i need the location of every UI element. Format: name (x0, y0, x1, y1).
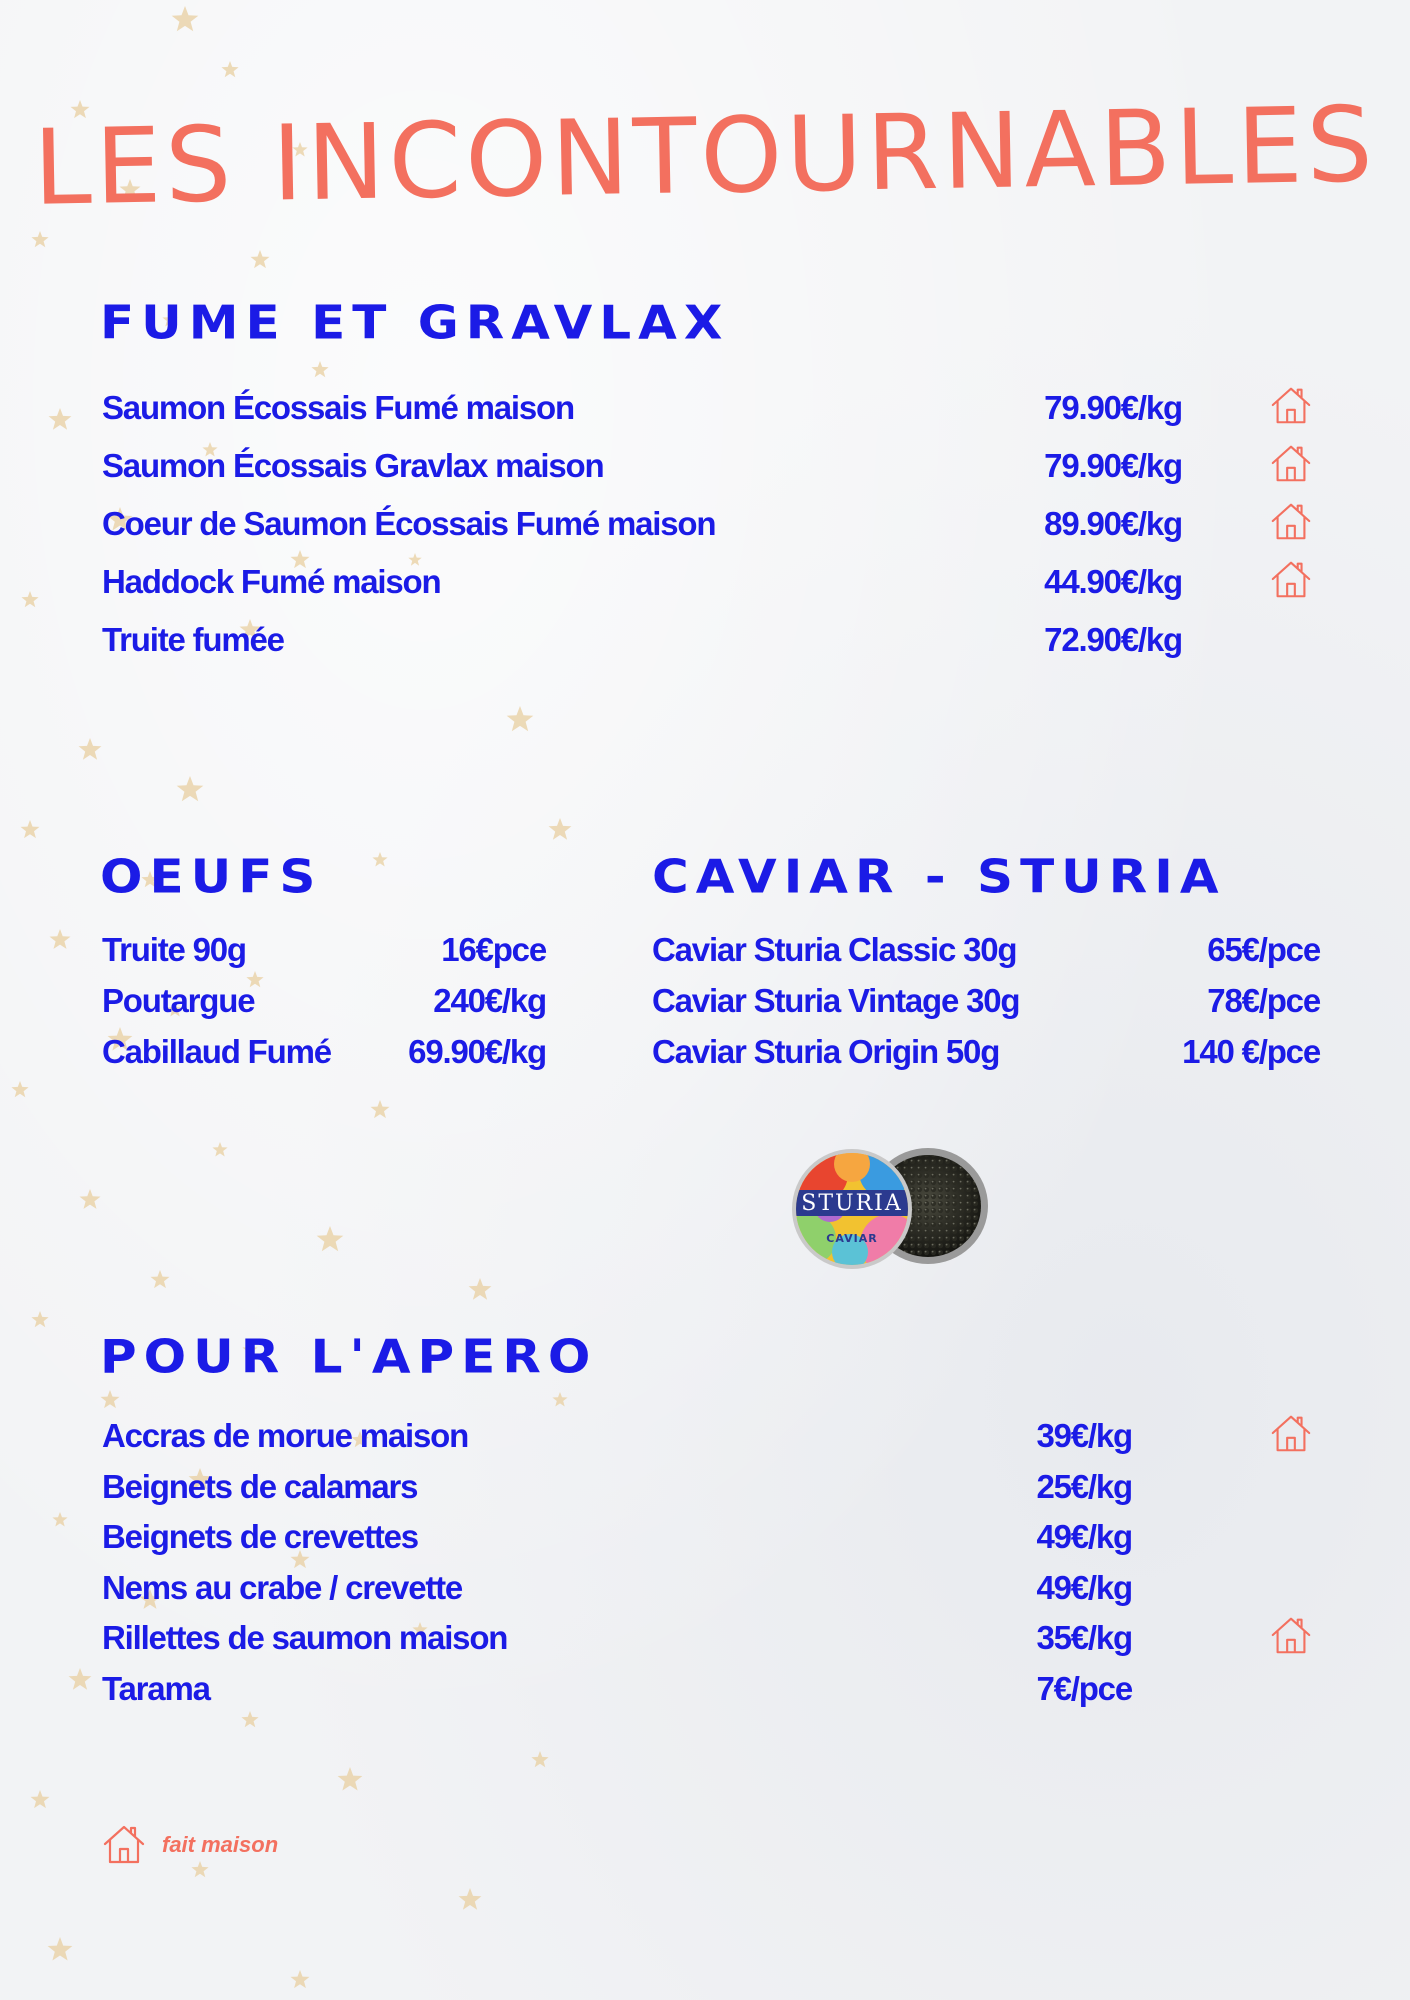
star-icon (172, 6, 199, 31)
item-price: 49€/kg (1036, 1568, 1132, 1606)
item-price: 44.90€/kg (1044, 563, 1182, 600)
star-icon (372, 852, 387, 867)
star-icon (469, 1278, 492, 1300)
item-price: 89.90€/kg (1044, 505, 1182, 542)
item-name: Accras de morue maison (102, 1417, 469, 1454)
menu-item-row (0, 1515, 1410, 1565)
star-icon (291, 1970, 310, 1988)
caviar-tin-image (790, 1144, 996, 1274)
house-icon (1268, 1410, 1314, 1456)
star-icon (151, 1270, 170, 1288)
star-icon (507, 706, 534, 731)
section-title-fume: FUME ET GRAVLAX (100, 296, 730, 350)
star-icon (371, 1100, 390, 1118)
menu-item-row (0, 1030, 1410, 1080)
page-title: LES INCONTOURNABLES (32, 83, 1378, 229)
star-icon (212, 1142, 227, 1157)
house-icon (1268, 498, 1314, 544)
star-icon (79, 738, 102, 760)
menu-item-row (0, 1566, 1410, 1616)
section-title-oeufs: OEUFS (100, 850, 323, 904)
item-name: Cabillaud Fumé (102, 1033, 331, 1070)
menu-item-row (0, 979, 1410, 1029)
star-icon (31, 1311, 48, 1327)
star-icon (311, 361, 328, 377)
item-price: 65€/pce (1207, 931, 1320, 968)
menu-item-row (0, 386, 1410, 436)
item-price: 35€/kg (1036, 1619, 1132, 1656)
item-name: Poutargue (102, 982, 255, 1019)
item-name: Tarama (102, 1669, 210, 1707)
menu-item-row (0, 1465, 1410, 1515)
item-name: Saumon Écossais Fumé maison (102, 389, 574, 426)
star-icon (221, 61, 238, 77)
star-icon (101, 1390, 120, 1408)
item-price: 240€/kg (433, 982, 546, 1019)
item-name: Truite fumée (102, 621, 284, 658)
item-price: 140 €/pce (1182, 1033, 1320, 1070)
house-icon (100, 1820, 148, 1868)
star-icon (251, 250, 270, 268)
house-icon (1268, 1612, 1314, 1658)
item-price: 79.90€/kg (1044, 389, 1182, 426)
item-price: 79.90€/kg (1044, 447, 1182, 484)
menu-item-row (0, 618, 1410, 668)
star-icon (177, 776, 204, 801)
menu-item-row (0, 1667, 1410, 1717)
item-name: Coeur de Saumon Écossais Fumé maison (102, 505, 716, 542)
item-price: 16€pce (441, 931, 546, 968)
item-price: 78€/pce (1207, 982, 1320, 1019)
item-name: Caviar Sturia Classic 30g (652, 931, 1017, 968)
item-name: Haddock Fumé maison (102, 563, 441, 600)
star-icon (552, 1392, 567, 1407)
item-name: Beignets de calamars (102, 1467, 418, 1505)
star-icon (80, 1189, 101, 1209)
house-icon (1268, 556, 1314, 602)
caviar-tin-label: CAVIAR (826, 1232, 878, 1245)
star-icon (549, 818, 572, 840)
star-icon (21, 820, 40, 838)
item-price: 72.90€/kg (1044, 621, 1182, 658)
star-icon (31, 1790, 50, 1808)
menu-item-row (0, 444, 1410, 494)
house-icon (1268, 440, 1314, 486)
item-name: Rillettes de saumon maison (102, 1619, 508, 1656)
section-title-caviar: CAVIAR - STURIA (652, 850, 1226, 904)
item-price: 39€/kg (1036, 1417, 1132, 1454)
star-icon (459, 1888, 482, 1910)
menu-item-row (0, 560, 1410, 610)
item-name: Nems au crabe / crevette (102, 1568, 463, 1606)
star-icon (531, 1751, 548, 1767)
item-name: Saumon Écossais Gravlax maison (102, 447, 604, 484)
star-icon (317, 1226, 344, 1251)
star-icon (338, 1767, 363, 1791)
item-price: 69.90€/kg (408, 1033, 546, 1070)
section-title-apero: POUR L'APERO (100, 1330, 598, 1384)
item-name: Truite 90g (102, 931, 246, 968)
menu-item-row (0, 502, 1410, 552)
menu-item-row (0, 1414, 1410, 1464)
item-price: 49€/kg (1036, 1518, 1132, 1555)
item-name: Beignets de crevettes (102, 1518, 418, 1555)
star-icon (191, 1861, 208, 1877)
star-icon (31, 231, 48, 247)
menu-item-row (0, 1616, 1410, 1666)
item-name: Caviar Sturia Origin 50g (652, 1033, 1000, 1070)
house-icon (1268, 382, 1314, 428)
caviar-tin-brand: STURIA (801, 1191, 903, 1216)
star-icon (11, 1081, 28, 1097)
star-icon (48, 1937, 73, 1961)
item-price: 7€/pce (1036, 1669, 1132, 1707)
legend-label: fait maison (162, 1832, 279, 1857)
menu-item-row (0, 928, 1410, 978)
item-name: Caviar Sturia Vintage 30g (652, 982, 1020, 1019)
item-price: 25€/kg (1036, 1467, 1132, 1505)
